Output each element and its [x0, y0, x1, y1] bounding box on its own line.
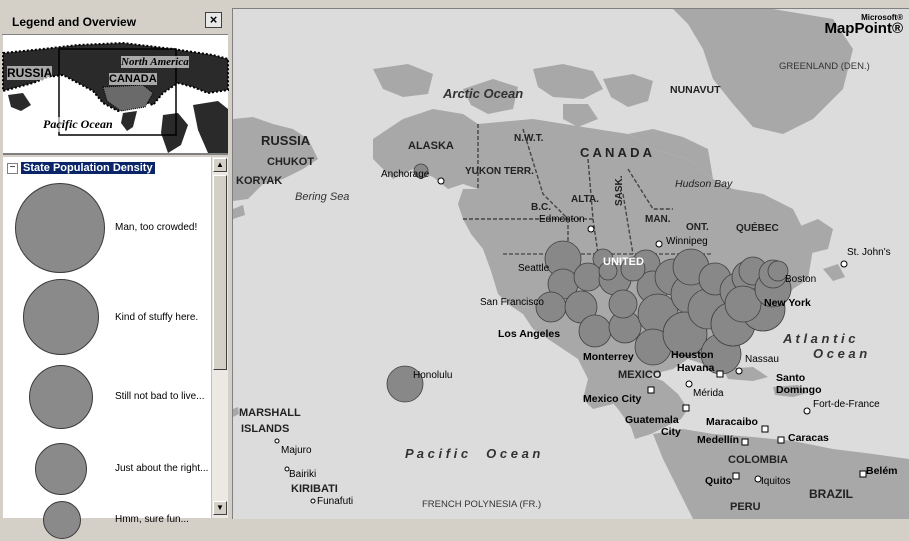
city-guatemala: Guatemala — [625, 414, 679, 426]
collapse-icon[interactable]: − — [7, 163, 18, 174]
city-new-york: New York — [764, 297, 811, 309]
label-man: MAN. — [645, 214, 671, 225]
city-winnipeg: Winnipeg — [666, 236, 708, 247]
scroll-thumb[interactable] — [213, 175, 227, 370]
city-seattle: Seattle — [518, 263, 550, 274]
label-arctic-ocean: Arctic Ocean — [443, 86, 524, 101]
scroll-up-icon[interactable]: ▲ — [213, 158, 227, 172]
city-houston: Houston — [671, 349, 714, 361]
legend-item-label: Man, too crowded! — [115, 222, 198, 233]
city-mexico-city: Mexico City — [583, 393, 642, 405]
main-map[interactable] — [232, 8, 909, 519]
city-bairiki: Bairiki — [289, 469, 317, 480]
legend-item — [3, 177, 211, 267]
legend-circle-icon — [23, 279, 99, 355]
label-islands: ISLANDS — [241, 423, 290, 435]
label-colombia: COLOMBIA — [728, 454, 788, 466]
city-monterrey: Monterrey — [583, 351, 634, 363]
label-peru: PERU — [730, 501, 761, 513]
label-french-polynesia: FRENCH POLYNESIA (FR.) — [422, 499, 542, 510]
legend-scrollbar[interactable] — [211, 157, 228, 518]
city-nassau: Nassau — [745, 354, 779, 365]
label-united-states: UNITED — [603, 256, 644, 268]
label-alaska: ALASKA — [408, 140, 454, 152]
overview-label-north-america: North America — [121, 56, 189, 68]
mappoint-logo — [824, 13, 903, 37]
city-majuro: Majuro — [281, 445, 312, 456]
city-domingo: Domingo — [776, 384, 822, 396]
legend-item — [3, 363, 211, 429]
city-caracas: Caracas — [788, 432, 829, 444]
city-havana: Havana — [677, 362, 715, 374]
overview-label-russia: RUSSIA — [7, 66, 53, 80]
close-icon[interactable]: × — [205, 12, 222, 28]
overview-map[interactable] — [3, 35, 228, 155]
legend-circle-icon — [35, 443, 87, 495]
legend-title[interactable]: State Population Density — [23, 162, 153, 174]
city-los-angeles: Los Angeles — [498, 328, 561, 340]
pane-header — [2, 8, 228, 35]
legend-circle-icon — [43, 501, 81, 539]
label-alta: ALTA. — [571, 194, 599, 205]
legend-heading — [7, 161, 155, 175]
logo-main: MapPoint® — [824, 20, 903, 37]
label-quebec: QUÉBEC — [736, 223, 779, 234]
city-funafuti: Funafuti — [317, 496, 354, 507]
label-canada: C A N A D A — [580, 145, 652, 160]
label-hudson-bay: Hudson Bay — [675, 178, 733, 190]
legend-overview-pane — [2, 8, 228, 525]
city-stjohns: St. John's — [847, 247, 891, 258]
label-koryak: KORYAK — [236, 175, 283, 187]
overview-label-canada: CANADA — [109, 73, 157, 85]
legend-circle-icon — [15, 183, 105, 273]
city-san-francisco: San Francisco — [480, 297, 544, 308]
city-boston: Boston — [785, 274, 817, 285]
legend-panel — [3, 157, 228, 525]
label-nwt: N.W.T. — [514, 133, 544, 144]
legend-item-label: Kind of stuffy here. — [115, 312, 199, 323]
label-bc: B.C. — [531, 202, 551, 213]
label-nunavut: NUNAVUT — [670, 84, 721, 96]
legend-item-label: Still not bad to live... — [115, 391, 205, 402]
legend-item-label: Just about the right... — [115, 463, 209, 474]
pane-title: Legend and Overview — [12, 15, 137, 29]
legend-item-label: Hmm, sure fun... — [115, 514, 189, 525]
label-ont: ONT. — [686, 222, 709, 233]
label-yukon: YUKON TERR. — [465, 166, 534, 177]
city-anchorage: Anchorage — [381, 169, 430, 180]
city-edmonton: Edmonton — [539, 214, 585, 225]
label-bering-sea: Bering Sea — [295, 191, 350, 203]
label-mexico: MEXICO — [618, 369, 662, 381]
city-quito: Quito — [705, 475, 733, 487]
city-guatemala-city: City — [661, 426, 681, 438]
label-kiribati: KIRIBATI — [291, 483, 338, 495]
legend-item — [3, 443, 211, 497]
label-sask: SASK. — [614, 175, 625, 206]
city-belem: Belém — [866, 465, 898, 477]
legend-circle-icon — [29, 365, 93, 429]
label-pacific-ocean: P a c i f i c O c e a n — [405, 446, 541, 461]
overview-map-graphic — [3, 35, 228, 153]
legend-item — [3, 501, 211, 541]
city-honolulu: Honolulu — [413, 370, 453, 381]
city-fort-de-france: Fort-de-France — [813, 399, 880, 410]
label-greenland: GREENLAND (DEN.) — [779, 61, 870, 72]
city-iquitos: Iquitos — [761, 476, 791, 487]
label-marshall: MARSHALL — [239, 407, 301, 419]
city-medellin: Medellín — [697, 434, 740, 446]
city-santo: Santo — [776, 372, 806, 384]
legend-item — [3, 277, 211, 357]
label-russia: RUSSIA — [261, 133, 311, 148]
scroll-down-icon[interactable]: ▼ — [213, 501, 227, 515]
label-chukot: CHUKOT — [267, 156, 315, 168]
city-merida: Mérida — [693, 388, 724, 399]
logo-small: Microsoft® — [861, 13, 903, 22]
label-atlantic-ocean: O c e a n — [813, 346, 868, 361]
label-brazil: BRAZIL — [809, 487, 853, 501]
city-maracaibo: Maracaibo — [706, 416, 758, 428]
overview-label-pacific: Pacific Ocean — [43, 117, 113, 131]
label-atlantic: A t l a n t i c — [783, 331, 856, 346]
